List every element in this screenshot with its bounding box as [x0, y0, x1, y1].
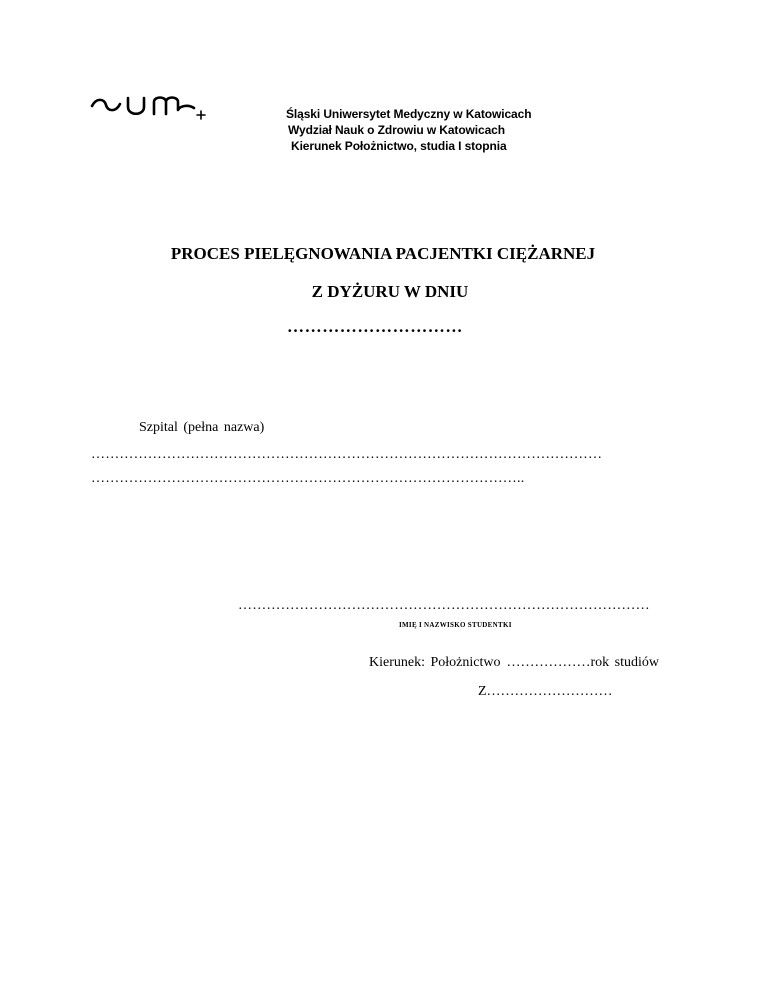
year-suffix: rok studiów [590, 655, 659, 670]
student-name-line: …………………………………………………………………………… [238, 598, 650, 613]
university-name: Śląski Uniwersytet Medyczny w Katowicach [286, 107, 532, 121]
program-label: Kierunek: Położnictwo [369, 655, 501, 670]
document-title: PROCES PIELĘGNOWANIA PACJENTKI CIĘŻARNEJ [170, 244, 596, 263]
hospital-name-line-2: ……………………………………………………………………………….. [91, 471, 525, 486]
student-name-caption: IMIĘ I NAZWISKO STUDENTKI [399, 621, 512, 629]
date-placeholder: ………………………… [287, 317, 463, 336]
program-year-line [369, 655, 659, 671]
z-line: Z……………………… [478, 684, 613, 699]
hospital-name-line-1: ……………………………………………………………………………………………… [91, 447, 603, 462]
faculty-name: Wydział Nauk o Zdrowiu w Katowicach [288, 123, 505, 137]
document-subtitle: Z DYŻURU W DNIU [311, 282, 469, 301]
hospital-label: Szpital (pełna nazwa) [139, 420, 265, 435]
institution-header [286, 106, 586, 154]
year-blank: ……………… [506, 655, 591, 670]
sum-logo-icon [90, 92, 210, 124]
program-name: Kierunek Położnictwo, studia I stopnia [291, 139, 507, 153]
